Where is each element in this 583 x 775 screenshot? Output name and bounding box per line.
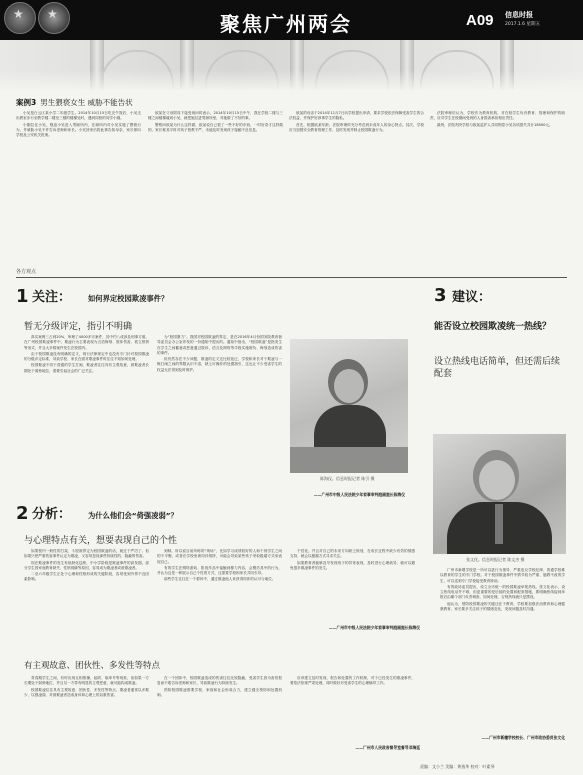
paragraph: 如果校内一般性的打架、斗殴被界定为校园欺凌的话，就过于严厉了；但如果只把严重伤害事件认定为欺凌，又容易忽视那些持续性的、隐蔽的伤害。 bbox=[24, 549, 149, 559]
paragraph: 校园欺凌不同于普通的学生打闹，欺凌者往往具有主观故意，被欺凌者长期处于弱势地位，需要引起社会的广泛关注。 bbox=[24, 363, 149, 373]
divider bbox=[16, 277, 567, 278]
paragraph: 真实案例三占到20%，审理了4000多宗案件，其中约八成涉及刑事方面。在广州校园欺凌事件中，欺凌行为主要表现为言语侮辱、肢体伤害、孤立排挤等形式，并且大多数案件发生在校园内。 bbox=[24, 335, 149, 350]
page-number: A09 bbox=[466, 12, 494, 29]
item-title: 能否设立校园欺凌统一热线？ bbox=[434, 322, 552, 332]
case-column-3 bbox=[289, 111, 424, 134]
item3-column bbox=[440, 568, 565, 613]
paragraph: 首先，根据欧某年龄，法院审理时充分考虑到未成年人的身心特点。其次，学校应当加强安全教育管理工作，及时发现并制止校园欺凌行为。 bbox=[289, 122, 424, 132]
item2-column-3 bbox=[290, 549, 415, 572]
item-keyword: 建议： bbox=[452, 290, 492, 305]
photo-caption: 张文化。信息时报记者 陈文杰 摄 bbox=[466, 557, 525, 562]
paragraph: 小刚拉住小吴，强迫小吴进入男厕所内，在厕所内对小吴实施了猥亵行为，并威胁小吴不许告诉老师和家长。小吴回家后将此事告知母亲，家长即向学校及公安机关报案。 bbox=[16, 122, 141, 138]
paragraph: 应该建立及时发现、报告和处置的工作机制，对于已经发生的欺凌事件，要依法依规严肃处理，同时做好对受害学生的心理辅导工作。 bbox=[290, 676, 415, 686]
case-heading bbox=[16, 97, 133, 108]
case-column-1 bbox=[16, 111, 141, 139]
paragraph: 预防校园欺凌需要学校、家庭和社会形成合力，建立健全预防和处置机制。 bbox=[157, 687, 282, 697]
paragraph: 但仍然存在不少问题，欺凌的定义还比较宽泛，学校和家长对于欺凌与一般打闹之间的界限认识不清，缺乏可操作的处置指引，这也让不少受害学生的权益无法得到及时保护。 bbox=[157, 357, 282, 372]
item-subtitle: 暂无分级评定，指引不明确 bbox=[24, 322, 133, 332]
paragraph: 警察问欧某为什么这样做，欧某说自己看了一些不好的东西，一时好奇才这样做的。家长称其平时对孩子管教不严，未能及时发现孩子接触不良信息。 bbox=[148, 122, 283, 132]
portrait-photo bbox=[290, 339, 408, 473]
case-title: 男生猥亵女生 威胁不能告状 bbox=[40, 98, 133, 107]
item-number: 2 bbox=[16, 503, 29, 524]
editor-credits: 责编：文小兰 美编：黄逸华 校对：叶素琴 bbox=[420, 764, 495, 769]
item2-column-3b bbox=[290, 676, 415, 688]
item2-column-1 bbox=[24, 549, 149, 584]
paragraph: 最终，法院判决学校与欧某监护人共同赔偿小吴各项损失共计18500元。 bbox=[437, 122, 553, 127]
paragraph: 校园欺凌往往具有主观故意、团伙性、多发性等特点，欺凌者通常以多欺少、以强凌弱，对被欺凌者造成身体和心理上的双重伤害。 bbox=[24, 687, 149, 697]
signature: ——广州市中级人民法院少年家事审判庭副庭长陈海仪 bbox=[313, 492, 405, 497]
item-subtitle: 设立热线电话简单，但还需后续配套 bbox=[434, 357, 561, 379]
paragraph: 广州市新增学校是一所可以进行为指导、严重违反学校纪律、普通学校难以教育的学生的专门学校。对于校园欺凌事件中情节较为严重、屡教不改的学生，可以送到专门学校接受教育矫治。 bbox=[440, 568, 565, 583]
signature: ——广州市中级人民法院少年家事审判庭副庭长陈海仪 bbox=[328, 625, 420, 630]
photo-fade bbox=[0, 70, 583, 92]
item-keyword: 关注： bbox=[32, 290, 72, 305]
case-column-4 bbox=[430, 111, 565, 129]
case-column-2 bbox=[148, 111, 283, 134]
star-icon: ★ bbox=[47, 7, 58, 21]
paragraph: 到制。所以说目前所称的“现场”，比如学习成绩较好的人和个别学生之间的不平衡，或者在学校里被同伴排挤，可能会导致某些孩子采取极端方式来表现自己。 bbox=[157, 549, 282, 564]
photo-caption: 陈海仪。信息时报记者 陈引 摄 bbox=[320, 476, 375, 481]
paragraph: 二至六年级学生正处于心理和性格形成的关键阶段，容易受到外界不良因素影响。 bbox=[24, 572, 149, 582]
issue-date: 2017.1.6 星期五 bbox=[505, 22, 540, 27]
item-keyword: 分析： bbox=[32, 507, 72, 522]
portrait-photo bbox=[433, 434, 566, 554]
item2-column-2 bbox=[157, 549, 282, 584]
item1-column-2 bbox=[157, 335, 282, 374]
paragraph: 如果教育者能够及早发现孩子的异常表现，及时进行心理疏导，就可以避免很多欺凌事件的发生。 bbox=[290, 560, 415, 570]
paragraph: 青春期学生之间，有时出现互相推搡、起哄、取绰号等现象，但如果一方长期处于弱势地位，并且另一方带有明显的主观恶意，就可能构成欺凌。 bbox=[24, 676, 149, 686]
item1-column-1 bbox=[24, 335, 149, 375]
paragraph: 法院审理后认为，学校作为教育机构，对在校学生负有教育、管理和保护的职责，应对学生在校期间受到的人身损害承担相应责任。 bbox=[430, 111, 565, 121]
newspaper-name: 信息时报 bbox=[505, 11, 533, 19]
paragraph: 有的学生在网络游戏、影视作品中接触到暴力内容，会模仿其中的行为，并认为这是一种展示自己个性的方式，这需要学校和家长共同引导。 bbox=[157, 565, 282, 576]
section-label: 各方观点 bbox=[16, 269, 37, 275]
sub-heading: 有主观故意、团伙性、多发性等特点 bbox=[24, 661, 161, 671]
paragraph: 为“校园暴力”。我国对校园欺凌的界定，是在2016年4月份国务院教育督导委员会办公室印发的一份通知中提出的。通知中指出，“校园欺凌”是指发生在学生之间蓄意或恶意通过肢体、语言及网络等手段实施欺负、侮辱造成伤害的事件。 bbox=[157, 335, 282, 355]
paragraph: 由于校园欺凌没有明确的定义，现行法律规定中也没有专门针对校园欺凌的分级评定标准，导致学校、家长在面对欺凌事件时往往不知如何处理。 bbox=[24, 351, 149, 362]
paragraph: 他认为，预防校园欺凌的关键还在于教育，学校要加强法治教育和心理健康教育，家长要多关注孩子的情绪变化，发现问题及时沟通。 bbox=[440, 601, 565, 612]
section-title: 聚焦广州两会 bbox=[220, 12, 352, 36]
paragraph: 那些学生往往在一个群体中，通过欺凌他人来获得同伴的认可与地位。 bbox=[164, 577, 276, 582]
signature: ——广州市新穗学校校长、广州市政协委员张文化 bbox=[481, 735, 565, 740]
paragraph: 有的政协委员提出，设立全市统一的校园欺凌举报热线。张文化表示，设立热线电话并不难，但更重要的是后续的处置和配套措施，要明确热线接到举报后由哪个部门负责调查、如何处理，否则热线就只是摆设。 bbox=[440, 584, 565, 600]
item-number: 3 bbox=[434, 285, 447, 306]
item-title: 如何界定校园欺凌事件？ bbox=[88, 294, 169, 303]
star-icon: ★ bbox=[13, 7, 24, 21]
item2-column-2b bbox=[157, 676, 282, 699]
paragraph: 在一个团体中，校园欺凌造成的伤害往往比较隐蔽，受害学生因为害怕报复而不敢告诉老师和家长，导致欺凌行为持续发生。 bbox=[157, 676, 282, 686]
paragraph: 小吴是白云区某小学二年级学生。2014年10月15日吃完午饭后，小吴走出教室步行至教学楼二楼至三楼的楼梯处时，遇到同校的同学小刚。 bbox=[16, 111, 141, 121]
signature: ——广州市人民政府督导室督导邓瑞廷 bbox=[355, 745, 420, 750]
paragraph: 欧某的母亲于2014年11月7日向学校提出申请，要求学校依法保障受害学生的合法权益，并保护好涉事学生的隐私。 bbox=[289, 111, 424, 121]
item-subtitle: 与心理特点有关，想要表现自己的个性 bbox=[24, 536, 178, 546]
paragraph: 欧某在父母陪同下接受询问时表示，2014年10月15日中午，我在学校二楼与三楼之间楼梯碰到小吴，就把她拉进男厕所里，对她做了不好的事。 bbox=[148, 111, 283, 121]
item-title: 为什么他们会“倚强凌弱”？ bbox=[88, 511, 178, 520]
item2-column-1b bbox=[24, 676, 149, 699]
case-number: 案例3 bbox=[16, 98, 37, 107]
paragraph: 个性化。并且对自己的未来方向缺乏规划，在成长过程中缺少有效的情感支持，就会以极端方式寻求关注。 bbox=[290, 549, 415, 559]
item-number: 1 bbox=[16, 286, 29, 307]
paragraph: 现在欺凌事件的发生有低龄化趋势，中小学阶段是欺凌事件的高发期。部分学生因家庭教育缺失、性格孤僻等原因，容易成为欺凌者或被欺凌者。 bbox=[24, 560, 149, 570]
